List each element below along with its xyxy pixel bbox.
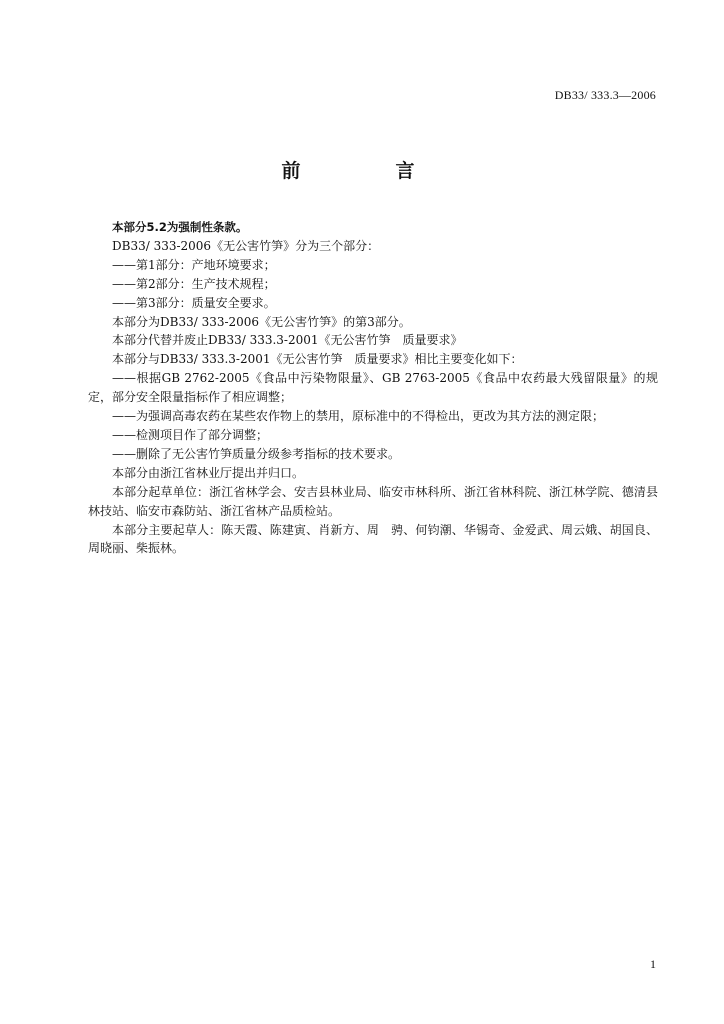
foreword-body <box>88 218 658 558</box>
list-item: ——删除了无公害竹笋质量分级参考指标的技术要求。 <box>112 446 401 461</box>
list-item: ——第3部分：质量安全要求。 <box>112 295 276 310</box>
paragraph: 本部分5.2为强制性条款。 <box>112 220 248 234</box>
list-item: ——第1部分：产地环境要求； <box>112 257 276 272</box>
paragraph: 本部分主要起草人：陈天霞、陈建寅、肖新方、周 骋、何钧潮、华锡奇、金爱武、周云娥、胡国良、周晓丽、柴振林。 <box>88 522 658 556</box>
paragraph: 本部分起草单位：浙江省林学会、安吉县林业局、临安市林科所、浙江省林科院、浙江林学院、德清县林技站、临安市森防站、浙江省林产品质检站。 <box>88 484 658 518</box>
paragraph: DB33/ 333-2006《无公害竹笋》分为三个部分： <box>112 238 380 253</box>
list-item: ——检测项目作了部分调整； <box>112 427 269 442</box>
list-item: ——第2部分：生产技术规程； <box>112 276 276 291</box>
list-item: ——为强调高毒农药在某些农作物上的禁用，原标准中的不得检出，更改为其方法的测定限； <box>112 409 605 424</box>
header-standard-code: DB33/ 333.3—2006 <box>554 88 656 102</box>
page-title: 前 言 <box>281 160 453 182</box>
list-item: ——根据GB 2762-2005《食品中污染物限量》、GB 2763-2005《食品中农药最大残留限量》的规定，部分安全限量指标作了相应调整； <box>88 371 658 405</box>
paragraph: 本部分由浙江省林业厅提出并归口。 <box>112 465 305 480</box>
paragraph: 本部分代替并废止DB33/ 333.3-2001《无公害竹笋 质量要求》 <box>112 333 463 348</box>
paragraph: 本部分与DB33/ 333.3-2001《无公害竹笋 质量要求》相比主要变化如下： <box>112 352 523 367</box>
page-number: 1 <box>650 957 656 971</box>
paragraph: 本部分为DB33/ 333-2006《无公害竹笋》的第3部分。 <box>112 314 411 329</box>
